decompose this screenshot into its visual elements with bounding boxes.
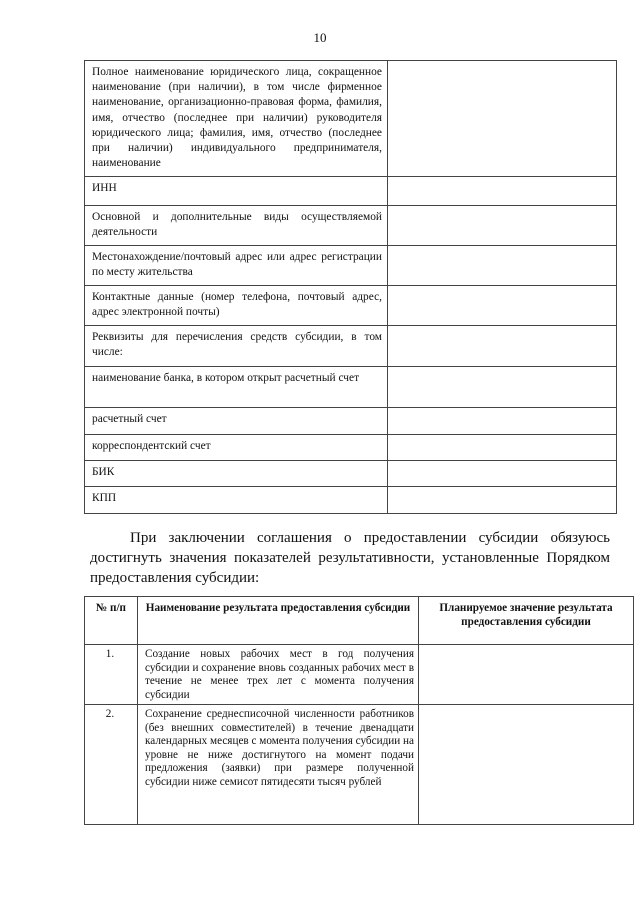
table-row (85, 206, 617, 246)
planned-value-cell[interactable] (419, 645, 634, 705)
row-label: БИК (85, 461, 388, 487)
row-label: корреспондентский счет (85, 435, 388, 461)
result-name: Создание новых рабочих мест в год получения субсидии и сохранение вновь созданных рабочих мест в течение не менее трех лет с момента получения субсидии (138, 645, 419, 705)
row-value-cell[interactable] (388, 246, 617, 286)
table-row (85, 177, 617, 206)
row-number: 2. (85, 705, 138, 825)
commitment-paragraph: При заключении соглашения о предоставлении субсидии обязуюсь достигнуть значения показателей результативности, установленные Порядком предоставления субсидии: (90, 530, 610, 586)
table-row (85, 246, 617, 286)
row-value-cell[interactable] (388, 286, 617, 326)
row-value-cell[interactable] (388, 435, 617, 461)
row-label: расчетный счет (85, 408, 388, 435)
row-value-cell[interactable] (388, 408, 617, 435)
row-label: Основной и дополнительные виды осуществляемой деятельности (85, 206, 388, 246)
table-row (85, 61, 617, 177)
header-planned-value: Планируемое значение результата предоставления субсидии (419, 597, 634, 645)
table-row (85, 367, 617, 408)
row-label: КПП (85, 487, 388, 514)
row-value-cell[interactable] (388, 326, 617, 367)
results-table (84, 596, 634, 825)
table-row (85, 286, 617, 326)
table-header-row (85, 597, 634, 645)
row-value-cell[interactable] (388, 61, 617, 177)
table-row (85, 487, 617, 514)
planned-value-cell[interactable] (419, 705, 634, 825)
table-row (85, 408, 617, 435)
row-value-cell[interactable] (388, 367, 617, 408)
row-value-cell[interactable] (388, 206, 617, 246)
result-name: Сохранение среднесписочной численности работников (без внешних совместителей) в течение двенадцати календарных месяцев с момента получения субсидии на уровне не ниже достигнутого на момент подачи предложения (заявки) при размере полученной субсидии ниже семисот пятидесяти тысяч рублей (138, 705, 419, 825)
row-label: Полное наименование юридического лица, сокращенное наименование (при наличии), в том числе фирменное наименование, организационно-правовая форма, фамилия, имя, отчество (последнее при наличии) руководителя юридического лица; фамилия, имя, отчество (последнее при наличии) индивидуального предпринимателя, наименование (85, 61, 388, 177)
row-label: Местонахождение/почтовый адрес или адрес регистрации по месту жительства (85, 246, 388, 286)
table-row (85, 326, 617, 367)
row-label: Контактные данные (номер телефона, почтовый адрес, адрес электронной почты) (85, 286, 388, 326)
row-value-cell[interactable] (388, 487, 617, 514)
page-number: 10 (313, 30, 327, 45)
header-result-name: Наименование результата предоставления субсидии (138, 597, 419, 645)
applicant-details-table (84, 60, 617, 514)
header-number: № п/п (85, 597, 138, 645)
row-label: ИНН (85, 177, 388, 206)
row-label: Реквизиты для перечисления средств субсидии, в том числе: (85, 326, 388, 367)
row-label: наименование банка, в котором открыт расчетный счет (85, 367, 388, 408)
row-value-cell[interactable] (388, 177, 617, 206)
row-number: 1. (85, 645, 138, 705)
row-value-cell[interactable] (388, 461, 617, 487)
table-row (85, 705, 634, 825)
table-row (85, 461, 617, 487)
table-row (85, 645, 634, 705)
table-row (85, 435, 617, 461)
